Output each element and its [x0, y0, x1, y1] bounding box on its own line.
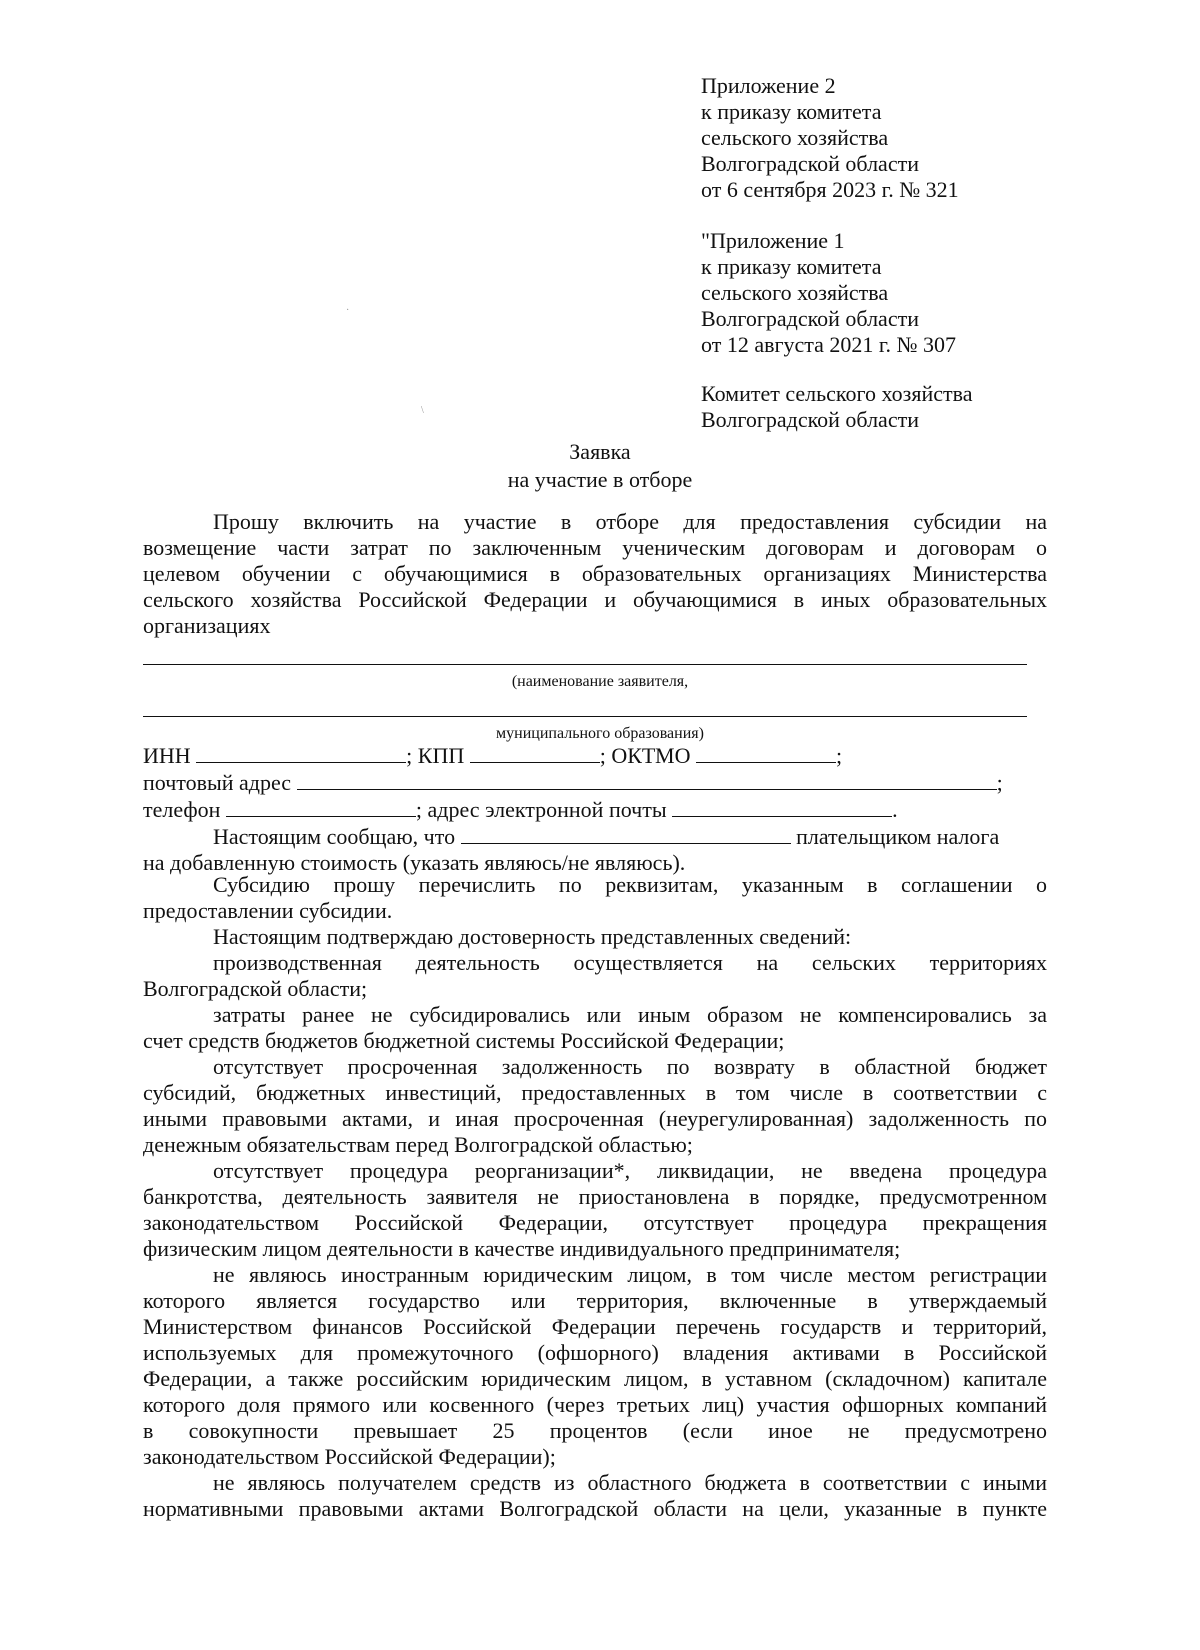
contacts-row [143, 796, 1047, 823]
document-subtitle: на участие в отборе [507, 467, 693, 492]
header-line: Волгоградской области [701, 407, 919, 432]
punctuation: ; [996, 770, 1003, 795]
header-line: от 12 августа 2021 г. № 307 [701, 332, 956, 357]
recipient-header [701, 381, 1161, 433]
text-line: физическим лицом деятельности в качестве индивидуального предпринимателя; [143, 1236, 901, 1261]
header-line: от 6 сентября 2023 г. № 321 [701, 177, 959, 202]
text-line: затраты ранее не субсидировались или иным образом не компенсировались за [213, 1002, 1047, 1027]
text-line: иными правовыми актами, и иная просроченная (неурегулированная) задолженность по [143, 1106, 1047, 1131]
tax-ids-row [143, 742, 1047, 769]
header-line: "Приложение 1 [701, 228, 845, 253]
document-title: Заявка [569, 439, 631, 464]
appendix-2-header [701, 73, 1161, 203]
body-paragraphs [143, 872, 1047, 1522]
text-line: отсутствует просроченная задолженность по возврату в областной бюджет [213, 1054, 1047, 1079]
vat-row [143, 823, 1047, 850]
text-line: Федерации, а также российским юридическим лицом, в уставном (складочном) капитале [143, 1366, 1047, 1391]
text-line: которого является государство или территория, включенные в утверждаемый [143, 1288, 1047, 1313]
vat-lead: Настоящим сообщаю, что [213, 824, 456, 849]
applicant-caption: (наименование заявителя, [511, 673, 689, 690]
header-line: к приказу комитета [701, 99, 882, 124]
punctuation: ; [836, 743, 843, 768]
applicant-name-line[interactable] [143, 664, 1027, 665]
oktmo-field[interactable] [696, 742, 836, 763]
text-line: счет средств бюджетов бюджетной системы Российской Федерации; [143, 1028, 785, 1053]
text-line: не являюсь получателем средств из областного бюджета в соответствии с иными [213, 1470, 1047, 1495]
paragraph-not-recipient [143, 1470, 1047, 1522]
intro-paragraph [143, 509, 1047, 639]
header-line: к приказу комитета [701, 254, 882, 279]
municipality-caption: муниципального образования) [496, 725, 704, 742]
text-line: которого доля прямого или косвенного (через третьих лиц) участия офшорных компаний [143, 1392, 1047, 1417]
paragraph-costs-not-subsidized [143, 1002, 1047, 1054]
text-line: сельского хозяйства Российской Федерации и обучающимися в иных образовательных [143, 587, 1047, 612]
scan-speck: · [346, 305, 350, 316]
text-line: отсутствует процедура реорганизации*, ликвидации, не введена процедура [213, 1158, 1047, 1183]
paragraph-no-reorganization [143, 1158, 1047, 1262]
vat-status-field[interactable] [461, 823, 791, 844]
text-line: Министерством финансов Российской Федерации перечень государств и территорий, [143, 1314, 1047, 1339]
inn-field[interactable] [196, 742, 406, 763]
vat-note: на добавленную стоимость (указать являюсь/не являюсь). [143, 850, 686, 875]
text-line: не являюсь иностранным юридическим лицом, в том числе местом регистрации [213, 1262, 1047, 1287]
phone-field[interactable] [226, 796, 416, 817]
appendix-1-header [701, 228, 1161, 358]
text-line: субсидий, бюджетных инвестиций, предоставленных в том числе в соответствии с [143, 1080, 1047, 1105]
text-line: используемых для промежуточного (офшорного) владения активами в Российской [143, 1340, 1047, 1365]
email-label: ; адрес электронной почты [415, 797, 667, 822]
paragraph-not-foreign-entity [143, 1262, 1047, 1470]
text-line: предоставлении субсидии. [143, 898, 393, 923]
header-line: Волгоградской области [701, 306, 919, 331]
text-line: производственная деятельность осуществляется на сельских территориях [213, 950, 1047, 975]
text-line: денежным обязательствам перед Волгоградской областью; [143, 1132, 693, 1157]
paragraph-subsidy-transfer [143, 872, 1047, 924]
text-line: Настоящим подтверждаю достоверность представленных сведений: [213, 924, 852, 949]
paragraph-rural-activity [143, 950, 1047, 1002]
oktmo-label: ; ОКТМО [599, 743, 691, 768]
text-line: Субсидию прошу перечислить по реквизитам, указанным в соглашении о [213, 872, 1047, 897]
municipality-line[interactable] [143, 716, 1027, 717]
inn-label: ИНН [143, 743, 191, 768]
email-field[interactable] [672, 796, 892, 817]
text-line: законодательством Российской Федерации); [143, 1444, 556, 1469]
text-line: законодательством Российской Федерации, отсутствует процедура прекращения [143, 1210, 1047, 1235]
text-line: в совокупности превышает 25 процентов (если иное не предусмотрено [143, 1418, 1047, 1443]
header-line: сельского хозяйства [701, 125, 889, 150]
kpp-label: ; КПП [406, 743, 465, 768]
text-line: возмещение части затрат по заключенным ученическим договорам и договорам о [143, 535, 1047, 560]
vat-tail: плательщиком налога [796, 824, 1000, 849]
phone-label: телефон [143, 797, 221, 822]
header-line: Приложение 2 [701, 73, 836, 98]
postal-address-field[interactable] [297, 769, 997, 790]
text-line: нормативными правовыми актами Волгоградской области на цели, указанные в пункте [143, 1496, 1047, 1521]
text-line: организациях [143, 613, 271, 638]
paragraph-no-debt [143, 1054, 1047, 1158]
text-line: Прошу включить на участие в отборе для предоставления субсидии на [213, 509, 1047, 534]
header-line: Комитет сельского хозяйства [701, 381, 973, 406]
postal-label: почтовый адрес [143, 770, 292, 795]
paragraph-confirmation [143, 924, 1047, 950]
punctuation: . [892, 797, 898, 822]
text-line: Волгоградской области; [143, 976, 368, 1001]
requisites-fields [143, 742, 1047, 876]
text-line: банкротства, деятельность заявителя не приостановлена в порядке, предусмотренном [143, 1184, 1047, 1209]
kpp-field[interactable] [470, 742, 600, 763]
postal-row [143, 769, 1047, 796]
scan-speck: \ [421, 405, 424, 416]
header-line: Волгоградской области [701, 151, 919, 176]
header-line: сельского хозяйства [701, 280, 889, 305]
text-line: целевом обучении с обучающимися в образовательных организациях Министерства [143, 561, 1047, 586]
